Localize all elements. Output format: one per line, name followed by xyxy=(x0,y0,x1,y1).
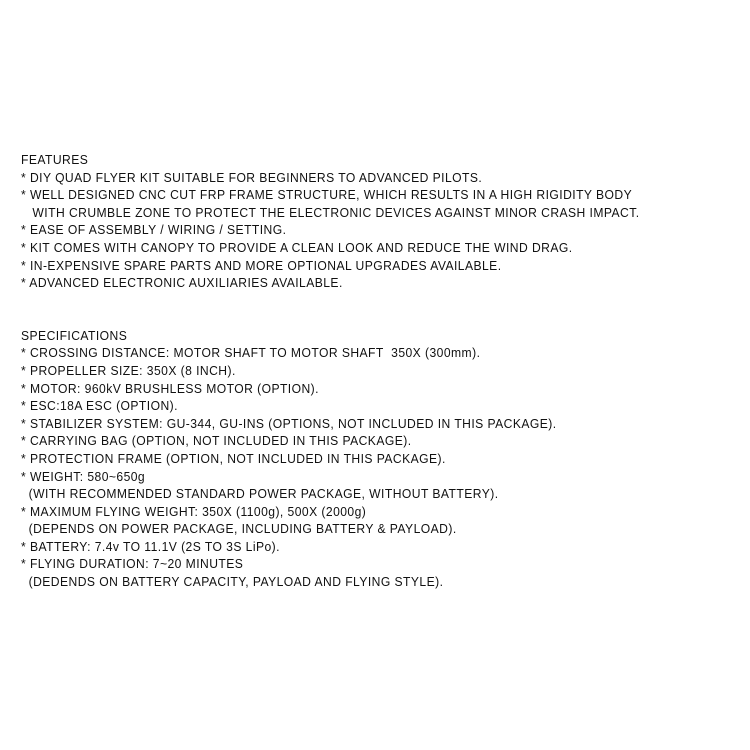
features-section xyxy=(21,152,719,293)
specifications-heading: SPECIFICATIONS xyxy=(21,328,128,343)
specifications-line: * MAXIMUM FLYING WEIGHT: 350X (1100g), 500X (2000g) xyxy=(21,504,367,519)
features-heading: FEATURES xyxy=(21,153,89,167)
specifications-line: * BATTERY: 7.4v TO 11.1V (2S TO 3S LiPo). xyxy=(21,539,280,554)
product-description xyxy=(21,152,719,592)
specifications-line: (WITH RECOMMENDED STANDARD POWER PACKAGE, WITHOUT BATTERY). xyxy=(21,487,499,502)
features-line: WITH CRUMBLE ZONE TO PROTECT THE ELECTRONIC DEVICES AGAINST MINOR CRASH IMPACT. xyxy=(21,205,640,220)
specifications-line: * MOTOR: 960kV BRUSHLESS MOTOR (OPTION). xyxy=(21,381,319,396)
specifications-line: (DEDENDS ON BATTERY CAPACITY, PAYLOAD AND FLYING STYLE). xyxy=(21,575,444,590)
specifications-section xyxy=(21,328,719,592)
features-line: * WELL DESIGNED CNC CUT FRP FRAME STRUCTURE, WHICH RESULTS IN A HIGH RIGIDITY BODY xyxy=(21,188,633,203)
features-line: * ADVANCED ELECTRONIC AUXILIARIES AVAILABLE. xyxy=(21,276,343,291)
specifications-line: * FLYING DURATION: 7~20 MINUTES xyxy=(21,557,244,572)
features-line: * IN-EXPENSIVE SPARE PARTS AND MORE OPTIONAL UPGRADES AVAILABLE. xyxy=(21,258,502,273)
features-line: * EASE OF ASSEMBLY / WIRING / SETTING. xyxy=(21,223,287,238)
specifications-line: * CARRYING BAG (OPTION, NOT INCLUDED IN THIS PACKAGE). xyxy=(21,434,412,449)
specifications-line: * WEIGHT: 580~650g xyxy=(21,469,146,484)
specifications-line: * ESC:18A ESC (OPTION). xyxy=(21,399,178,414)
features-line: * KIT COMES WITH CANOPY TO PROVIDE A CLEAN LOOK AND REDUCE THE WIND DRAG. xyxy=(21,240,573,255)
specifications-line: * STABILIZER SYSTEM: GU-344, GU-INS (OPTIONS, NOT INCLUDED IN THIS PACKAGE). xyxy=(21,416,557,431)
specifications-line: * CROSSING DISTANCE: MOTOR SHAFT TO MOTOR SHAFT 350X (300mm). xyxy=(21,346,481,361)
specifications-line: * PROPELLER SIZE: 350X (8 INCH). xyxy=(21,363,236,378)
specifications-line: (DEPENDS ON POWER PACKAGE, INCLUDING BATTERY & PAYLOAD). xyxy=(21,522,457,537)
features-line: * DIY QUAD FLYER KIT SUITABLE FOR BEGINNERS TO ADVANCED PILOTS. xyxy=(21,170,483,185)
specifications-line: * PROTECTION FRAME (OPTION, NOT INCLUDED IN THIS PACKAGE). xyxy=(21,451,446,466)
section-spacer xyxy=(21,293,719,328)
